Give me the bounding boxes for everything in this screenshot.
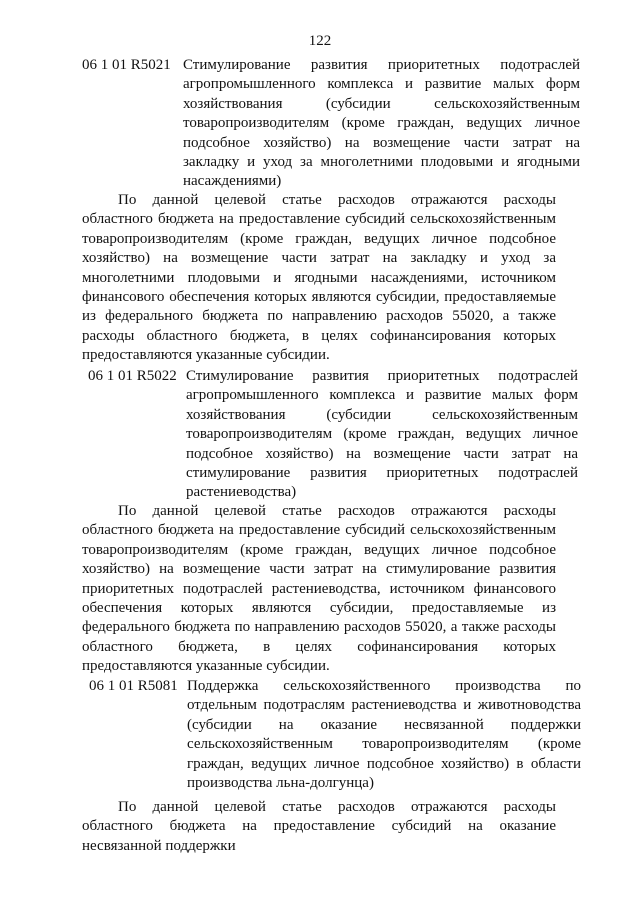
entry-description: По данной целевой статье расходов отражаются расходы областного бюджета на предоставление субсидий сельскохозяйственным товаропроизводителям (кроме граждан, ведущих личное подсобное хозяйство) на возмещение части затрат на закладку и уход за многолетними плодовыми и ягодными насаждениями, источником финансового обеспечения которых являются субсидии, предоставляемые из федерального бюджета по направлению расходов 55020, а также расходы областного бюджета, в целях софинансирования которых предоставляются указанные субсидии. — [82, 192, 556, 364]
entry-description: По данной целевой статье расходов отражаются расходы областного бюджета на предоставление субсидий на оказание несвязанной поддержки — [82, 799, 556, 854]
entry-description: По данной целевой статье расходов отражаются расходы областного бюджета на предоставление субсидий сельскохозяйственным товаропроизводителям (кроме граждан, ведущих личное подсобное хозяйство) на возмещение части затрат на стимулирование развития приоритетных подотраслей растениеводства, источником финансового обеспечения которых являются субсидии, предоставляемые из федерального бюджета по направлению расходов 55020, а также расходы областного бюджета, в целях софинансирования которых предоставляются указанные субсидии. — [82, 503, 556, 675]
page-number: 122 — [308, 33, 332, 49]
entry-code: 06 1 01 R5021 — [82, 57, 171, 73]
entry-code: 06 1 01 R5081 — [89, 678, 178, 694]
entry-title: Стимулирование развития приоритетных подотраслей агропромышленного комплекса и развитие малых форм хозяйствования (субсидии сельскохозяйственным товаропроизводителям (кроме граждан, ведущих личное подсобное хозяйство) на возмещение части затрат на стимулирование развития приоритетных подотраслей растениеводства) — [186, 368, 578, 501]
entry-title: Стимулирование развития приоритетных подотраслей агропромышленного комплекса и развитие малых форм хозяйствования (субсидии сельскохозяйственным товаропроизводителям (кроме граждан, ведущих личное подсобное хозяйство) на возмещение части затрат на закладку и уход за многолетними плодовыми и ягодными насаждениями) — [183, 57, 580, 190]
entry-code: 06 1 01 R5022 — [88, 368, 177, 384]
entry-title: Поддержка сельскохозяйственного производства по отдельным подотраслям растениеводства и животноводства (субсидии на оказание несвязанной поддержки сельскохозяйственным товаропроизводителям (кроме граждан, ведущих личное подсобное хозяйство) в области производства льна-долгунца) — [187, 678, 581, 792]
